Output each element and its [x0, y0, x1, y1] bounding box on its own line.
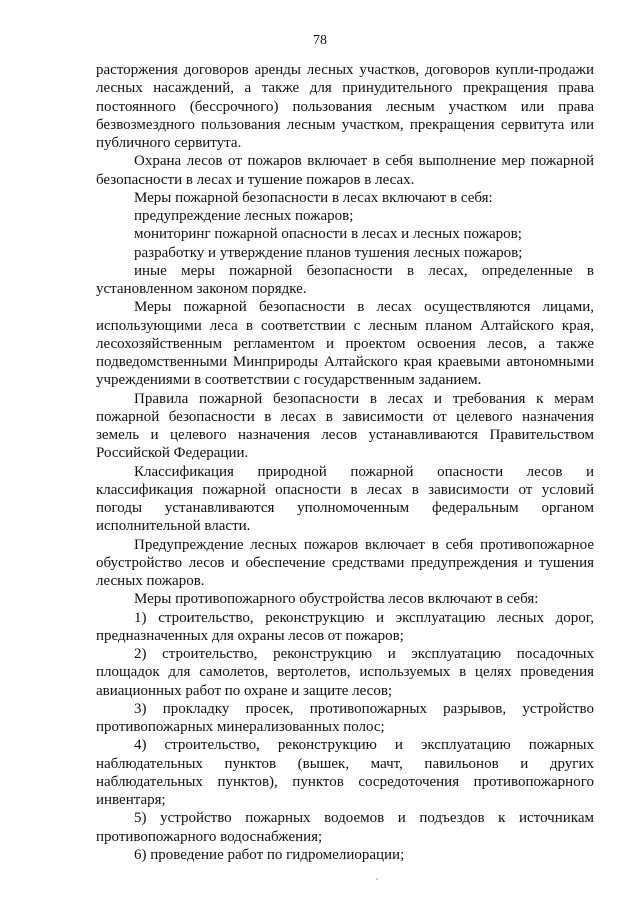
paragraph: Охрана лесов от пожаров включает в себя выполнение мер пожарной безопасности в лесах и тушение пожаров в лесах.	[96, 153, 594, 188]
paragraph: расторжения договоров аренды лесных участков, договоров купли-продажи лесных насаждений, а также для принудительного прекращения права постоянного (бессрочного) пользования лесным участком или права безвозмездного пользования лесным участком, прекращения сервитута или публичного сервитута.	[96, 62, 594, 151]
paragraph: Меры противопожарного обустройства лесов включают в себя:	[134, 591, 539, 608]
paragraph: Предупреждение лесных пожаров включает в себя противопожарное обустройство лесов и обеспечение средствами предупреждения и тушения лесных пожаров.	[96, 536, 594, 589]
list-item: разработку и утверждение планов тушения лесных пожаров;	[134, 244, 523, 261]
numbered-item: 3) прокладку просек, противопожарных разрывов, устройство противопожарных минерализованных полос;	[96, 700, 594, 735]
numbered-item: 5) устройство пожарных водоемов и подъездов к источникам противопожарного водоснабжения;	[96, 810, 594, 845]
numbered-item: 2) строительство, реконструкцию и эксплуатацию посадочных площадок для самолетов, вертолетов, используемых в целях проведения авиационных работ по охране и защите лесов;	[96, 646, 594, 699]
paragraph: Меры пожарной безопасности в лесах включают в себя:	[134, 189, 493, 206]
list-item: иные меры пожарной безопасности в лесах, определенные в установленном законом порядке.	[96, 262, 594, 297]
list-item: предупреждение лесных пожаров;	[134, 208, 354, 224]
numbered-item: 6) проведение работ по гидромелиорации;	[134, 846, 405, 863]
numbered-item: 1) строительство, реконструкцию и эксплуатацию лесных дорог, предназначенных для охраны лесов от пожаров;	[96, 609, 594, 644]
scan-speck	[376, 878, 378, 880]
document-body	[96, 61, 594, 864]
paragraph: Классификация природной пожарной опасности лесов и классификация пожарной опасности в лесах в зависимости от условий погоды устанавливаются уполномоченным федеральным органом исполнительной власти.	[96, 463, 594, 535]
list-item: мониторинг пожарной опасности в лесах и лесных пожаров;	[134, 226, 522, 243]
page-number: 78	[313, 33, 327, 48]
paragraph: Правила пожарной безопасности в лесах и требования к мерам пожарной безопасности в лесах в зависимости от целевого назначения земель и целевого назначения лесов устанавливаются Правительством Российской Федерации.	[96, 390, 594, 462]
numbered-item: 4) строительство, реконструкцию и эксплуатацию пожарных наблюдательных пунктов (вышек, мачт, павильонов и других наблюдательных пунктов), пунктов сосредоточения противопожарного инвентаря;	[96, 737, 594, 808]
paragraph: Меры пожарной безопасности в лесах осуществляются лицами, использующими леса в соответствии с лесным планом Алтайского края, лесохозяйственным регламентом и проектом освоения лесов, а также подведомственными Минприроды Алтайского края краевыми автономными учреждениями в соответствии с государственным заданием.	[96, 299, 594, 389]
